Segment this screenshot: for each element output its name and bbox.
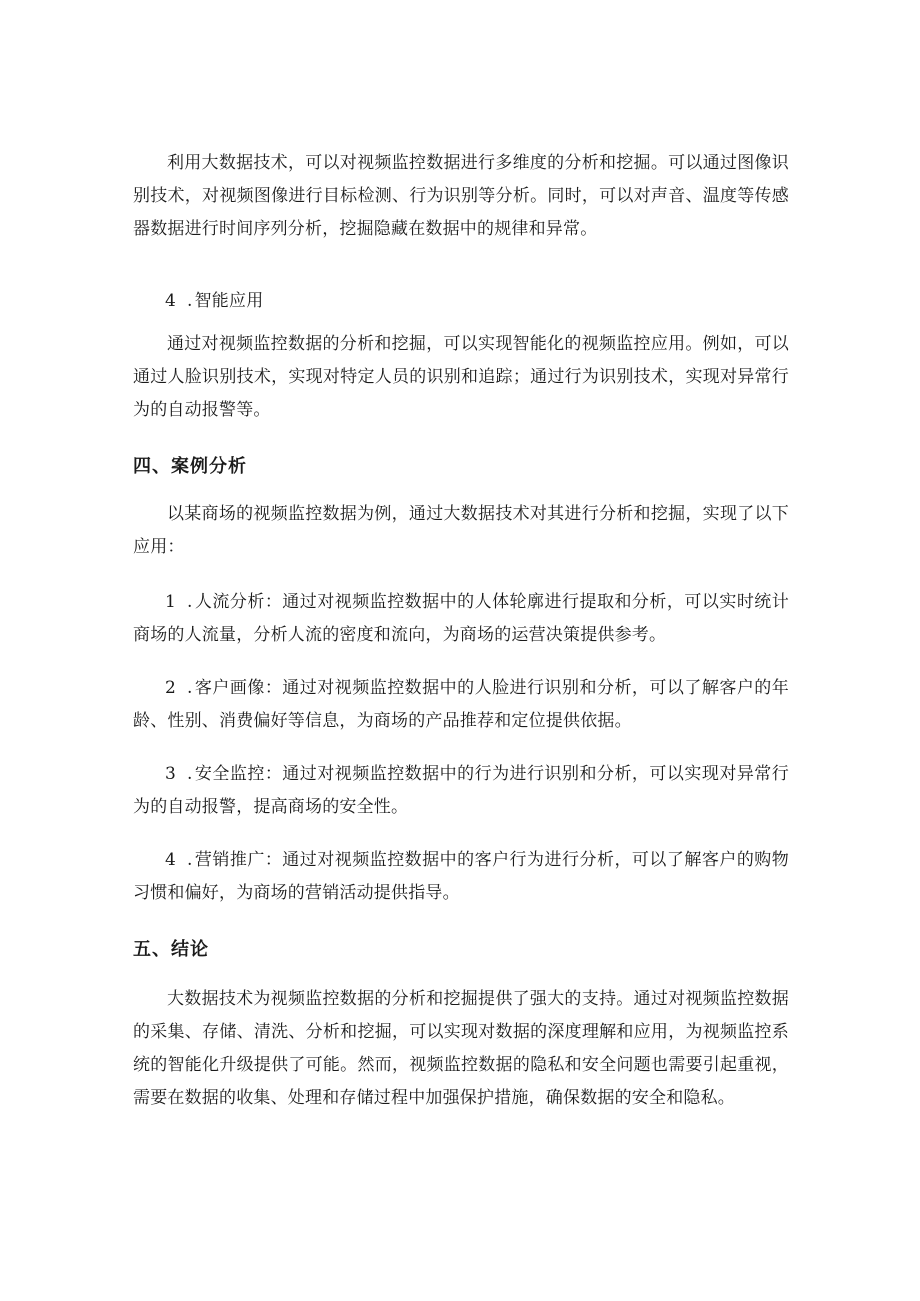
- list-item-number: 1: [165, 592, 177, 612]
- paragraph-conclusion: 大数据技术为视频监控数据的分析和挖掘提供了强大的支持。通过对视频监控数据的采集、存储、清洗、分析和挖掘，可以实现对数据的深度理解和应用，为视频监控系统的智能化升级提供了可能。然而，视频监控数据的隐私和安全问题也需要引起重视，需要在数据的收集、处理和存储过程中加强保护措施，确保数据的安全和隐私。: [133, 989, 789, 1108]
- paragraph-data-mining: 利用大数据技术，可以对视频监控数据进行多维度的分析和挖掘。可以通过图像识别技术，对视频图像进行目标检测、行为识别等分析。同时，可以对声音、温度等传感器数据进行时间序列分析，挖掘隐藏在数据中的规律和异常。: [133, 153, 789, 239]
- section-heading-case-analysis: 四、案例分析: [133, 456, 247, 477]
- list-item: [133, 844, 789, 910]
- paragraph-smart-application: 通过对视频监控数据的分析和挖掘，可以实现智能化的视频监控应用。例如，可以通过人脸识别技术，实现对特定人员的识别和追踪；通过行为识别技术，实现对异常行为的自动报警等。: [133, 334, 789, 420]
- subheading-dot: .: [187, 291, 193, 311]
- list-item-number: 3: [165, 764, 177, 784]
- list-item: [133, 672, 789, 738]
- list-item-dot: .: [187, 764, 193, 784]
- list-item-text: 安全监控：通过对视频监控数据中的行为进行识别和分析，可以实现对异常行为的自动报警，提高商场的安全性。: [133, 764, 789, 817]
- list-item-text: 营销推广：通过对视频监控数据中的客户行为进行分析，可以了解客户的购物习惯和偏好，为商场的营销活动提供指导。: [133, 850, 789, 903]
- subheading-smart-application: [133, 285, 789, 318]
- list-item: [133, 586, 789, 652]
- subheading-title: 智能应用: [194, 291, 264, 311]
- list-item-number: 4: [165, 850, 177, 870]
- list-item: [133, 758, 789, 824]
- list-item-dot: .: [187, 592, 193, 612]
- section-heading-conclusion: 五、结论: [133, 939, 209, 960]
- list-item-dot: .: [187, 678, 193, 698]
- list-item-text: 人流分析：通过对视频监控数据中的人体轮廓进行提取和分析，可以实时统计商场的人流量，分析人流的密度和流向，为商场的运营决策提供参考。: [133, 592, 789, 645]
- subheading-number: 4: [165, 291, 177, 311]
- paragraph-case-intro: 以某商场的视频监控数据为例，通过大数据技术对其进行分析和挖掘，实现了以下应用：: [133, 504, 789, 557]
- list-item-text: 客户画像：通过对视频监控数据中的人脸进行识别和分析，可以了解客户的年龄、性别、消费偏好等信息，为商场的产品推荐和定位提供依据。: [133, 678, 789, 731]
- list-item-number: 2: [165, 678, 177, 698]
- list-item-dot: .: [187, 850, 193, 870]
